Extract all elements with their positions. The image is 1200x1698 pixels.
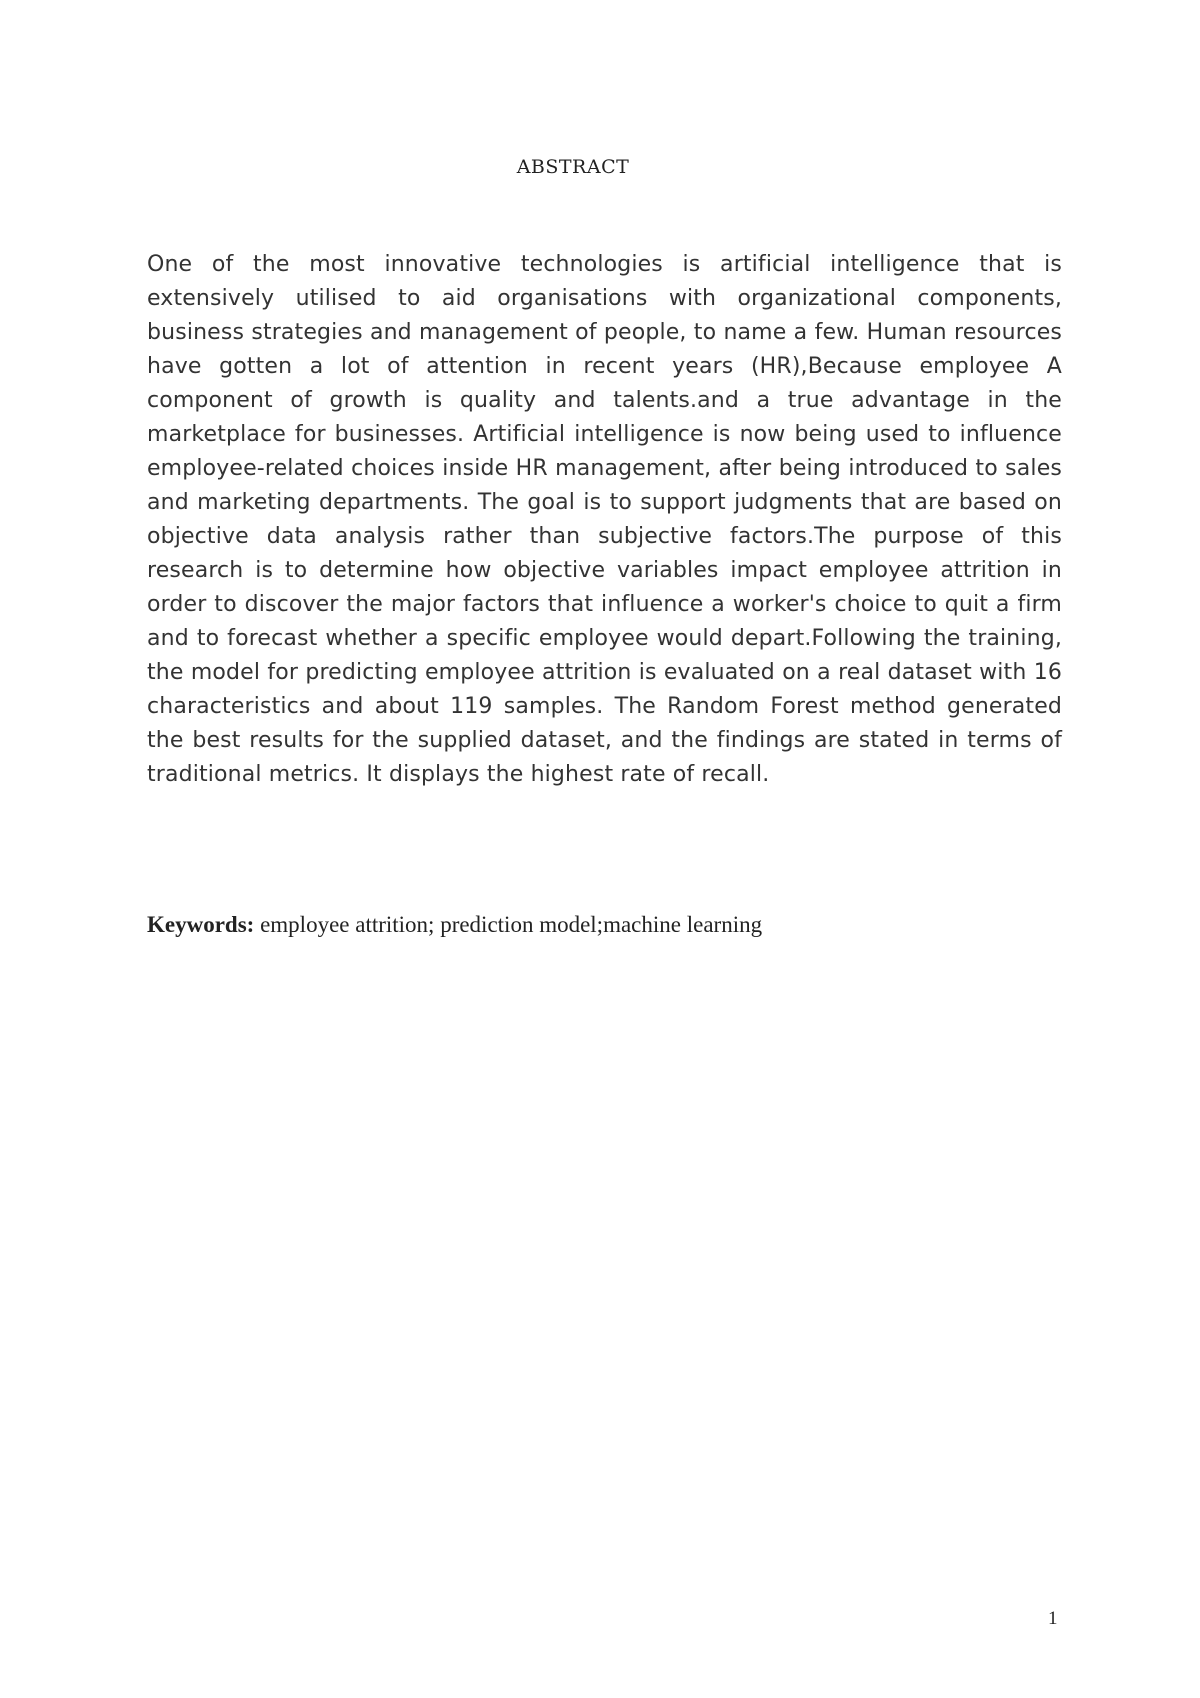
keywords-text: employee attrition; prediction model;machine learning — [254, 912, 763, 937]
abstract-heading: ABSTRACT — [516, 156, 630, 178]
abstract-body-text: One of the most innovative technologies is artificial intelligence that is extensively utilised to aid organisations with organizational components, business strategies and management of people, to name a few. Human resources have gotten a lot of attention in recent years (HR),Because employee A component of growth is quality and talents.and a true advantage in the marketplace for businesses. Artificial intelligence is now being used to influence employee-related choices inside HR management, after being introduced to sales and marketing departments. The goal is to support judgments that are based on objective data analysis rather than subjective factors.The purpose of this research is to determine how objective variables impact employee attrition in order to discover the major factors that influence a worker's choice to quit a firm and to forecast whether a specific employee would depart.Following the training, the model for predicting employee attrition is evaluated on a real dataset with 16 characteristics and about 119 samples. The Random Forest method generated the best results for the supplied dataset, and the findings are stated in terms of traditional metrics. It displays the highest rate of recall. — [147, 252, 1062, 787]
page-number: 1 — [1048, 1608, 1058, 1629]
keywords-label: Keywords: — [147, 912, 255, 937]
keywords-line — [147, 912, 762, 938]
